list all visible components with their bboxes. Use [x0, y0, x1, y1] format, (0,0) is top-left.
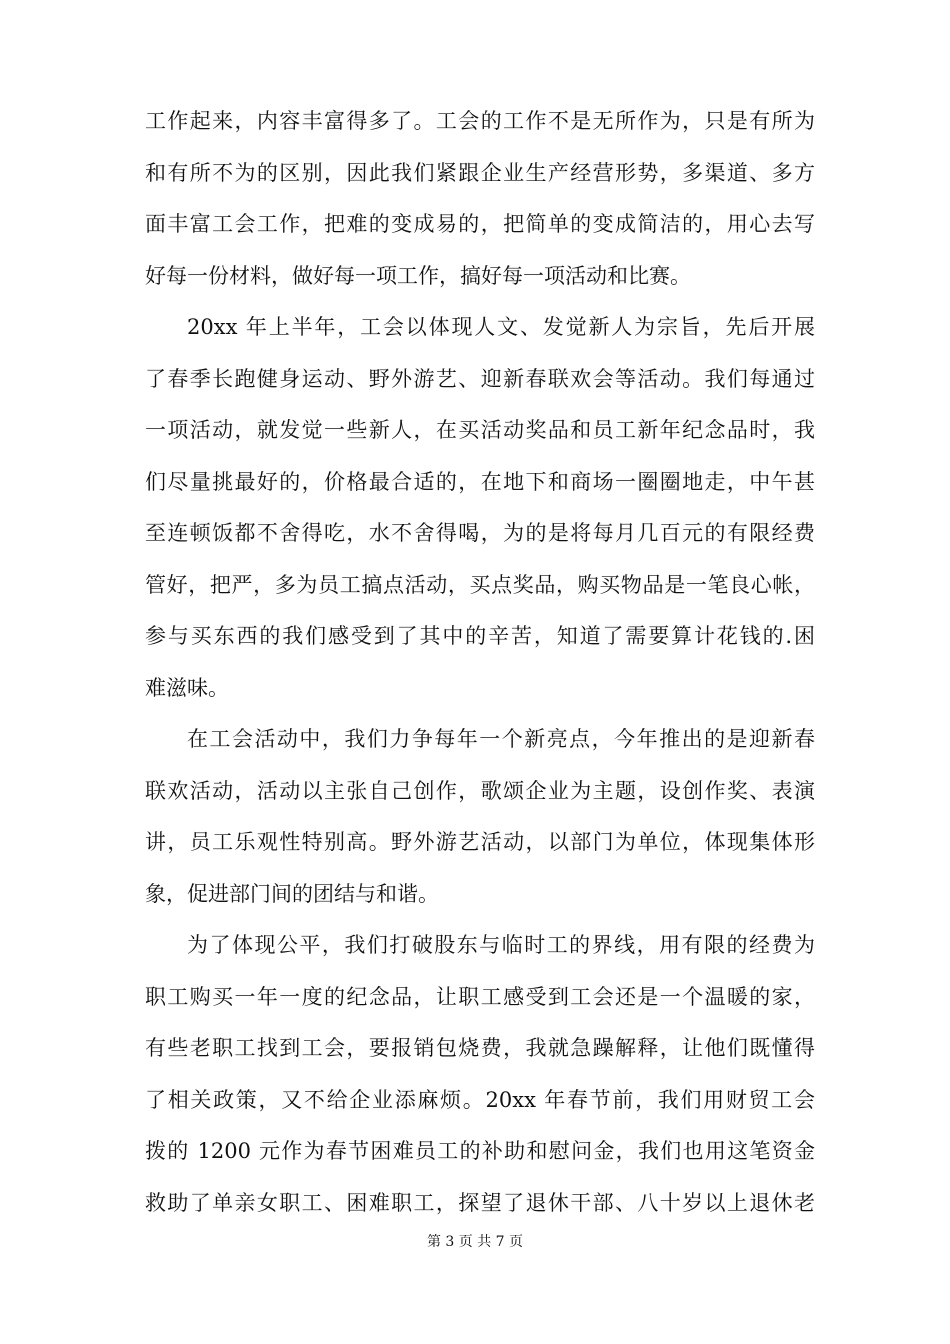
text-line: 救助了单亲女职工、困难职工，探望了退休干部、八十岁以上退休老: [145, 1190, 815, 1215]
text-line: 为了体现公平，我们打破股东与临时工的界线，用有限的经费为: [187, 933, 815, 957]
body-text: [145, 103, 815, 1236]
text-line: 了春季长跑健身运动、野外游艺、迎新春联欢会等活动。我们每通过: [145, 366, 815, 391]
text-line: 象，促进部门间的团结与和谐。: [145, 881, 439, 906]
text-line: 一项活动，就发觉一些新人，在买活动奖品和员工新年纪念品时，我: [145, 418, 815, 442]
text-line: 参与买东西的我们感受到了其中的辛苦，知道了需要算计花钱的.困: [145, 624, 815, 648]
text-line: 和有所不为的区别，因此我们紧跟企业生产经营形势，多渠道、多方: [145, 160, 815, 185]
text-line: 好每一份材料，做好每一项工作，搞好每一项活动和比赛。: [145, 263, 691, 288]
text-line: 工作起来，内容丰富得多了。工会的工作不是无所作为，只是有所为: [145, 109, 815, 133]
text-line: 20xx 年上半年，工会以体现人文、发觉新人为宗旨，先后开展: [187, 315, 815, 339]
page-number-label: 第 3 页 共 7 页: [426, 1234, 524, 1250]
text-line: 讲，员工乐观性特别高。野外游艺活动，以部门为单位，体现集体形: [145, 830, 815, 854]
text-line: 职工购买一年一度的纪念品，让职工感受到工会还是一个温暖的家，: [145, 984, 815, 1009]
text-line: 在工会活动中，我们力争每年一个新亮点，今年推出的是迎新春: [187, 727, 815, 751]
text-line: 至连顿饭都不舍得吃，水不舍得喝，为的是将每月几百元的有限经费: [145, 521, 815, 545]
text-line: 有些老职工找到工会，要报销包烧费，我就急躁解释，让他们既懂得: [145, 1036, 815, 1060]
text-line: 了相关政策，又不给企业添麻烦。20xx 年春节前，我们用财贸工会: [145, 1087, 815, 1112]
text-line: 们尽量挑最好的，价格最合适的，在地下和商场一圈圈地走，中午甚: [145, 469, 815, 494]
text-line: 拨的 1200 元作为春节困难员工的补助和慰问金，我们也用这笔资金: [145, 1139, 815, 1163]
text-line: 联欢活动，活动以主张自己创作，歌颂企业为主题，设创作奖、表演: [145, 778, 815, 803]
text-line: 难滋味。: [145, 675, 229, 700]
text-line: 管好，把严，多为员工搞点活动，买点奖品，购买物品是一笔良心帐，: [145, 572, 815, 597]
page-footer: [0, 1232, 950, 1252]
text-line: 面丰富工会工作，把难的变成易的，把简单的变成简洁的，用心去写: [145, 212, 815, 236]
